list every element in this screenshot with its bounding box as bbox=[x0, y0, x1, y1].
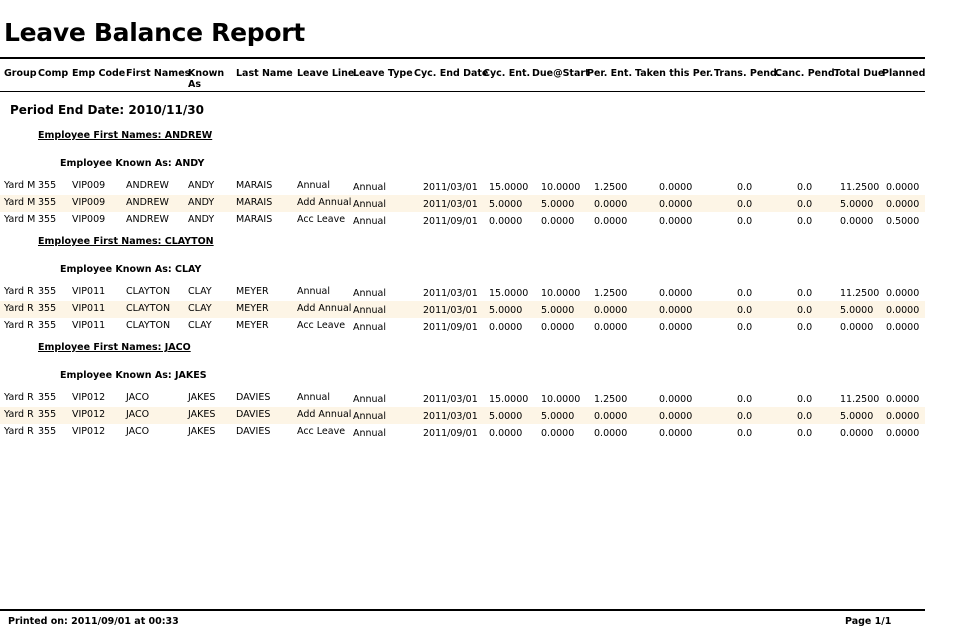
table-cell: 5.0000 bbox=[489, 199, 523, 210]
table-cell: 10.0000 bbox=[541, 182, 581, 193]
table-cell: Add Annual bbox=[297, 197, 352, 208]
table-cell: 5.0000 bbox=[840, 411, 874, 422]
employee-first-names-heading: Employee First Names: ANDREW bbox=[38, 130, 213, 141]
table-cell: 355 bbox=[38, 286, 57, 297]
table-cell: ANDY bbox=[188, 180, 215, 191]
table-cell: 1.2500 bbox=[594, 394, 628, 405]
table-cell: 355 bbox=[38, 303, 57, 314]
table-cell: MARAIS bbox=[236, 180, 273, 191]
table-cell: VIP012 bbox=[72, 426, 106, 437]
employee-first-names-heading: Employee First Names: CLAYTON bbox=[38, 236, 214, 247]
table-cell: 5.0000 bbox=[541, 305, 575, 316]
table-cell: 0.0000 bbox=[886, 394, 920, 405]
table-cell: 10.0000 bbox=[541, 394, 581, 405]
table-cell: VIP009 bbox=[72, 180, 106, 191]
table-cell: Yard M bbox=[4, 180, 36, 191]
table-cell: Annual bbox=[353, 394, 387, 405]
table-cell: 5.0000 bbox=[541, 411, 575, 422]
column-header: Cyc. Ent. bbox=[483, 68, 531, 79]
page-number: Page 1/1 bbox=[845, 616, 892, 627]
table-cell: Acc Leave bbox=[297, 426, 346, 437]
column-header: Due@Start bbox=[532, 68, 590, 79]
table-row bbox=[0, 390, 925, 407]
table-row bbox=[0, 212, 925, 229]
table-cell: Yard R bbox=[4, 286, 34, 297]
table-cell: 0.0000 bbox=[594, 322, 628, 333]
table-cell: Acc Leave bbox=[297, 320, 346, 331]
table-row bbox=[0, 424, 925, 441]
table-row bbox=[0, 301, 925, 318]
table-cell: Annual bbox=[353, 288, 387, 299]
header-bottom-rule bbox=[0, 91, 925, 92]
table-cell: 0.0 bbox=[737, 411, 753, 422]
column-header: Leave Type bbox=[353, 68, 413, 79]
table-cell: 0.0 bbox=[797, 288, 813, 299]
table-cell: Yard M bbox=[4, 214, 36, 225]
table-cell: DAVIES bbox=[236, 409, 271, 420]
column-header: Canc. Pend. bbox=[775, 68, 839, 79]
table-cell: 0.0000 bbox=[659, 305, 693, 316]
table-cell: 0.0000 bbox=[594, 199, 628, 210]
table-cell: 0.5000 bbox=[886, 216, 920, 227]
column-header: Taken this Per. bbox=[635, 68, 714, 79]
employee-known-as-heading: Employee Known As: CLAY bbox=[60, 264, 202, 275]
table-cell: 0.0000 bbox=[659, 428, 693, 439]
table-cell: Yard R bbox=[4, 303, 34, 314]
table-cell: JAKES bbox=[188, 426, 216, 437]
table-cell: 0.0000 bbox=[886, 322, 920, 333]
table-cell: JACO bbox=[126, 409, 150, 420]
table-cell: Acc Leave bbox=[297, 214, 346, 225]
table-cell: 355 bbox=[38, 409, 57, 420]
table-cell: Annual bbox=[353, 182, 387, 193]
table-cell: Yard M bbox=[4, 197, 36, 208]
table-cell: 355 bbox=[38, 320, 57, 331]
table-cell: CLAYTON bbox=[126, 320, 171, 331]
table-cell: 0.0 bbox=[737, 199, 753, 210]
table-cell: 11.2500 bbox=[840, 394, 880, 405]
table-cell: ANDY bbox=[188, 197, 215, 208]
column-header: Emp Code bbox=[72, 68, 126, 79]
column-header: First Names bbox=[126, 68, 191, 79]
table-cell: 0.0000 bbox=[541, 216, 575, 227]
table-cell: 10.0000 bbox=[541, 288, 581, 299]
table-cell: VIP011 bbox=[72, 303, 106, 314]
table-cell: 1.2500 bbox=[594, 288, 628, 299]
table-cell: 2011/09/01 bbox=[423, 216, 478, 227]
table-cell: 2011/03/01 bbox=[423, 411, 478, 422]
table-cell: 0.0000 bbox=[594, 216, 628, 227]
column-header: Known As bbox=[188, 68, 225, 90]
table-cell: 355 bbox=[38, 180, 57, 191]
table-cell: 0.0 bbox=[797, 305, 813, 316]
table-cell: 5.0000 bbox=[840, 199, 874, 210]
column-header: Planned bbox=[882, 68, 926, 79]
table-cell: 355 bbox=[38, 426, 57, 437]
table-cell: VIP012 bbox=[72, 392, 106, 403]
table-cell: 0.0 bbox=[737, 216, 753, 227]
table-cell: 0.0000 bbox=[659, 216, 693, 227]
table-cell: 0.0000 bbox=[659, 199, 693, 210]
table-cell: 15.0000 bbox=[489, 288, 529, 299]
table-cell: Annual bbox=[297, 392, 331, 403]
table-cell: 0.0000 bbox=[886, 182, 920, 193]
table-cell: JAKES bbox=[188, 409, 216, 420]
table-cell: 355 bbox=[38, 392, 57, 403]
table-cell: 0.0000 bbox=[489, 216, 523, 227]
table-cell: 0.0000 bbox=[659, 322, 693, 333]
employee-first-names-heading: Employee First Names: JACO bbox=[38, 342, 191, 353]
table-cell: DAVIES bbox=[236, 392, 271, 403]
table-cell: JACO bbox=[126, 426, 150, 437]
table-cell: 0.0000 bbox=[594, 305, 628, 316]
column-header: Cyc. End Date bbox=[414, 68, 489, 79]
table-cell: Yard R bbox=[4, 320, 34, 331]
table-cell: 355 bbox=[38, 214, 57, 225]
table-cell: 0.0000 bbox=[659, 394, 693, 405]
table-cell: Annual bbox=[353, 428, 387, 439]
table-cell: CLAY bbox=[188, 320, 212, 331]
table-cell: 11.2500 bbox=[840, 288, 880, 299]
table-cell: ANDREW bbox=[126, 197, 169, 208]
table-cell: VIP009 bbox=[72, 197, 106, 208]
period-end-date: Period End Date: 2010/11/30 bbox=[10, 103, 204, 117]
table-cell: 0.0 bbox=[797, 199, 813, 210]
table-cell: Annual bbox=[353, 199, 387, 210]
table-cell: MARAIS bbox=[236, 214, 273, 225]
table-row bbox=[0, 195, 925, 212]
table-cell: 0.0000 bbox=[840, 428, 874, 439]
table-cell: 2011/03/01 bbox=[423, 305, 478, 316]
table-cell: JAKES bbox=[188, 392, 216, 403]
column-header: Comp bbox=[38, 68, 69, 79]
table-cell: 0.0 bbox=[737, 394, 753, 405]
table-cell: 2011/09/01 bbox=[423, 322, 478, 333]
table-cell: 0.0000 bbox=[489, 322, 523, 333]
table-cell: 0.0 bbox=[737, 182, 753, 193]
table-cell: 0.0 bbox=[737, 428, 753, 439]
table-cell: 0.0000 bbox=[886, 411, 920, 422]
table-cell: Yard R bbox=[4, 409, 34, 420]
table-cell: Annual bbox=[297, 180, 331, 191]
table-cell: 0.0000 bbox=[659, 182, 693, 193]
employee-known-as-heading: Employee Known As: ANDY bbox=[60, 158, 205, 169]
table-cell: 0.0 bbox=[737, 288, 753, 299]
table-cell: Annual bbox=[353, 305, 387, 316]
table-cell: CLAYTON bbox=[126, 286, 171, 297]
table-cell: ANDREW bbox=[126, 214, 169, 225]
table-cell: 1.2500 bbox=[594, 182, 628, 193]
table-cell: 0.0000 bbox=[886, 288, 920, 299]
table-cell: 0.0000 bbox=[541, 428, 575, 439]
column-header: Leave Line bbox=[297, 68, 355, 79]
table-cell: 0.0000 bbox=[886, 428, 920, 439]
table-cell: Annual bbox=[353, 411, 387, 422]
table-cell: 2011/03/01 bbox=[423, 199, 478, 210]
column-header: Trans. Pend. bbox=[714, 68, 781, 79]
table-cell: CLAY bbox=[188, 303, 212, 314]
table-cell: Annual bbox=[297, 286, 331, 297]
table-cell: Annual bbox=[353, 322, 387, 333]
printed-on: Printed on: 2011/09/01 at 00:33 bbox=[8, 616, 179, 627]
table-cell: 0.0 bbox=[737, 322, 753, 333]
table-cell: VIP012 bbox=[72, 409, 106, 420]
table-cell: MEYER bbox=[236, 320, 269, 331]
table-cell: 5.0000 bbox=[840, 305, 874, 316]
employee-known-as-heading: Employee Known As: JAKES bbox=[60, 370, 207, 381]
table-cell: 0.0000 bbox=[886, 199, 920, 210]
table-cell: CLAY bbox=[188, 286, 212, 297]
table-cell: 11.2500 bbox=[840, 182, 880, 193]
table-cell: 0.0000 bbox=[659, 411, 693, 422]
table-cell: 2011/03/01 bbox=[423, 288, 478, 299]
table-cell: Yard R bbox=[4, 426, 34, 437]
table-cell: 0.0000 bbox=[594, 428, 628, 439]
table-cell: 0.0 bbox=[797, 428, 813, 439]
table-cell: 15.0000 bbox=[489, 182, 529, 193]
report-title: Leave Balance Report bbox=[4, 18, 305, 47]
column-header: Per. Ent. bbox=[587, 68, 633, 79]
table-cell: 0.0 bbox=[737, 305, 753, 316]
table-cell: VIP011 bbox=[72, 320, 106, 331]
table-cell: JACO bbox=[126, 392, 150, 403]
table-cell: VIP009 bbox=[72, 214, 106, 225]
table-cell: 5.0000 bbox=[489, 411, 523, 422]
table-cell: 2011/03/01 bbox=[423, 394, 478, 405]
column-header: Group bbox=[4, 68, 37, 79]
table-cell: 0.0 bbox=[797, 322, 813, 333]
table-cell: MARAIS bbox=[236, 197, 273, 208]
table-cell: DAVIES bbox=[236, 426, 271, 437]
table-cell: Yard R bbox=[4, 392, 34, 403]
header-top-rule bbox=[0, 57, 925, 59]
table-cell: 2011/09/01 bbox=[423, 428, 478, 439]
table-cell: 0.0 bbox=[797, 394, 813, 405]
table-cell: 15.0000 bbox=[489, 394, 529, 405]
table-cell: Annual bbox=[353, 216, 387, 227]
table-cell: VIP011 bbox=[72, 286, 106, 297]
table-cell: 2011/03/01 bbox=[423, 182, 478, 193]
table-cell: 0.0000 bbox=[659, 288, 693, 299]
table-cell: Add Annual bbox=[297, 303, 352, 314]
table-cell: Add Annual bbox=[297, 409, 352, 420]
table-row bbox=[0, 318, 925, 335]
column-header: Last Name bbox=[236, 68, 293, 79]
table-cell: 0.0000 bbox=[594, 411, 628, 422]
table-cell: 5.0000 bbox=[541, 199, 575, 210]
table-cell: MEYER bbox=[236, 303, 269, 314]
table-cell: ANDREW bbox=[126, 180, 169, 191]
table-cell: 0.0 bbox=[797, 411, 813, 422]
column-header: Total Due bbox=[834, 68, 885, 79]
table-cell: ANDY bbox=[188, 214, 215, 225]
table-cell: 0.0000 bbox=[840, 216, 874, 227]
table-cell: 0.0 bbox=[797, 216, 813, 227]
table-row bbox=[0, 284, 925, 301]
table-cell: CLAYTON bbox=[126, 303, 171, 314]
table-cell: 355 bbox=[38, 197, 57, 208]
table-row bbox=[0, 178, 925, 195]
table-row bbox=[0, 407, 925, 424]
table-cell: 0.0000 bbox=[489, 428, 523, 439]
table-cell: 0.0000 bbox=[886, 305, 920, 316]
table-cell: 0.0 bbox=[797, 182, 813, 193]
table-cell: 0.0000 bbox=[541, 322, 575, 333]
table-cell: 5.0000 bbox=[489, 305, 523, 316]
table-cell: 0.0000 bbox=[840, 322, 874, 333]
table-cell: MEYER bbox=[236, 286, 269, 297]
footer-rule bbox=[0, 609, 925, 611]
